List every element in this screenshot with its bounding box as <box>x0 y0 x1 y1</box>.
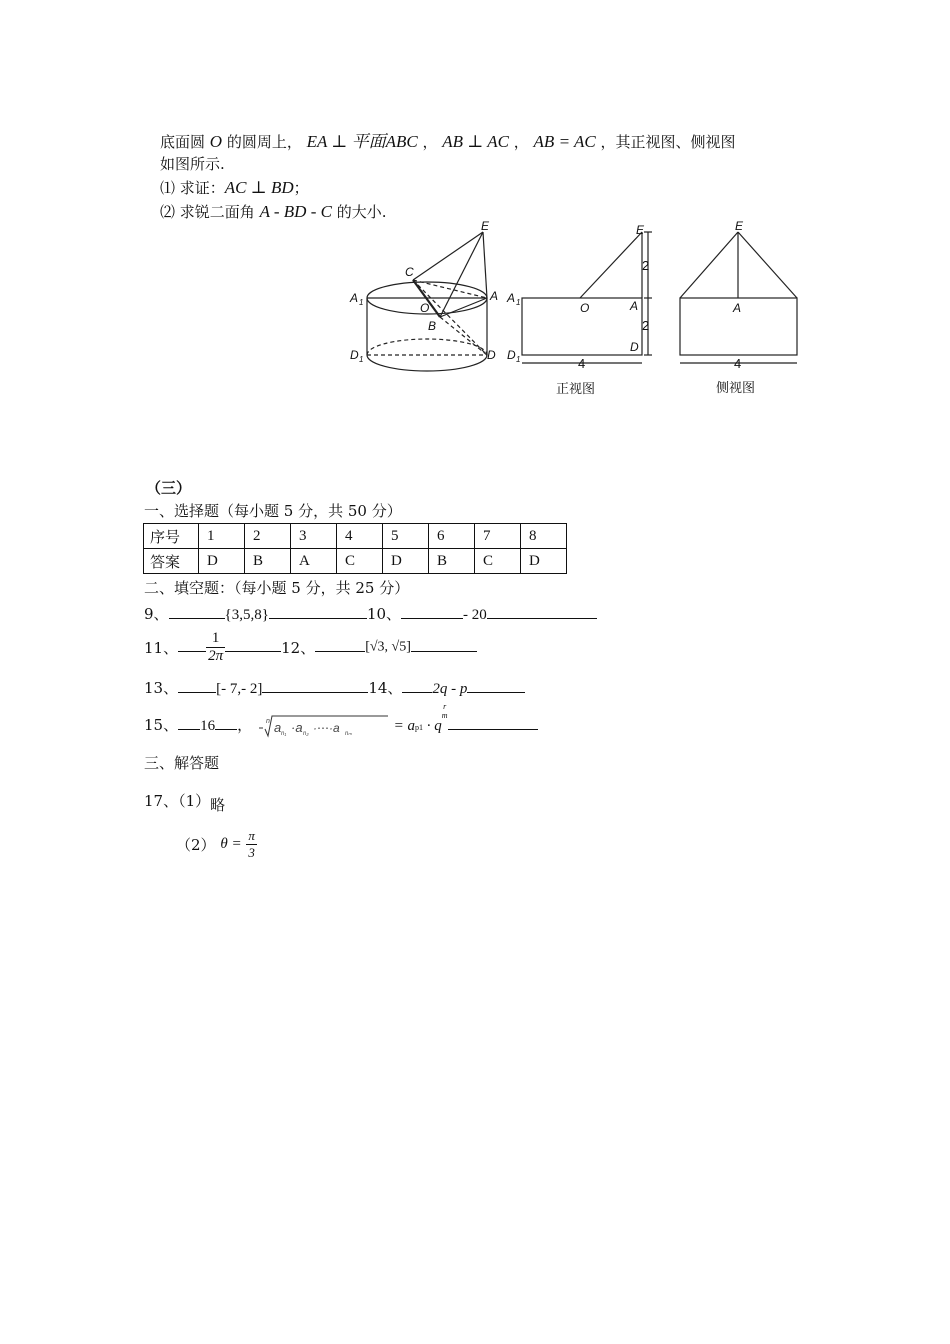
blank <box>487 604 597 619</box>
table-cell: B <box>245 549 291 574</box>
q15-dot-q: · q <box>423 718 442 734</box>
part-3-heading: 三、解答题 <box>144 754 220 772</box>
front-view-e-o <box>580 232 642 298</box>
math-cond-1: EA ⊥ 平面ABC <box>306 132 418 151</box>
table-cell: A <box>291 549 337 574</box>
blank <box>402 678 432 693</box>
q17-2-fraction <box>246 828 257 861</box>
side-view-e-left <box>680 232 738 298</box>
table-cell: 6 <box>429 524 475 549</box>
problem-line-1 <box>160 127 736 152</box>
blank <box>411 637 477 652</box>
q9-label: 9、 <box>144 605 169 623</box>
front-label-a1: A <box>507 291 516 305</box>
table-cell: 4 <box>337 524 383 549</box>
svg-text:n₂: n₂ <box>302 731 309 737</box>
text: 底面圆 <box>160 133 206 151</box>
blank <box>178 637 206 652</box>
table-cell: B <box>429 549 475 574</box>
blank <box>178 678 216 693</box>
q2-expr: A - BD - C <box>259 202 332 221</box>
front-label-d1-sub: 1 <box>516 355 521 364</box>
fill-line-11-12 <box>144 630 477 665</box>
q1-expr: AC ⊥ BD <box>224 178 294 197</box>
table-row <box>144 524 567 549</box>
front-label-a1-sub: 1 <box>516 298 521 307</box>
table-head-answer: 答案 <box>144 549 199 574</box>
q15-sub: p1 <box>415 723 424 732</box>
label-d1-sub: 1 <box>359 355 364 364</box>
cylinder-bottom-front <box>367 355 487 371</box>
fill-line-15-16 <box>144 702 538 740</box>
text: ，其正视图、侧视图 <box>600 133 736 151</box>
q17-line-1 <box>144 790 226 814</box>
svg-text:n₁: n₁ <box>280 731 287 737</box>
q17-line-2 <box>176 828 257 861</box>
part-1-heading: 一、选择题（每小题 5 分，共 50 分） <box>144 502 402 520</box>
label-c: C <box>405 265 414 279</box>
front-label-e: E <box>636 223 645 237</box>
math-cond-2: AB ⊥ AC <box>442 132 509 151</box>
side-label-a: A <box>733 301 742 315</box>
blank <box>178 715 200 730</box>
blank <box>262 678 368 693</box>
q9-answer: {3,5,8} <box>224 607 269 623</box>
blank <box>269 604 367 619</box>
side-view-caption: 侧视图 <box>716 380 756 395</box>
table-cell: 1 <box>199 524 245 549</box>
label-d: D <box>487 348 496 362</box>
label-b: B <box>428 319 437 333</box>
q17-1-answer: 略 <box>210 796 226 814</box>
q12-answer: [√3, √5] <box>365 639 411 655</box>
q15-exp-num: r <box>443 702 447 711</box>
q17-2-label: （2） <box>176 836 216 854</box>
table-cell: D <box>199 549 245 574</box>
part-2-heading: 二、填空题：（每小题 5 分，共 25 分） <box>144 579 410 597</box>
q1-end: ； <box>293 179 309 197</box>
blank <box>448 715 538 730</box>
q14-label: 14、 <box>368 679 403 697</box>
table-cell: 3 <box>291 524 337 549</box>
table-cell: D <box>521 549 567 574</box>
front-dim-width: 4 <box>578 356 586 371</box>
nth-root-expression <box>257 712 389 740</box>
q2-label: ⑵ 求锐二面角 <box>160 203 255 221</box>
blank <box>215 715 237 730</box>
blank <box>225 637 281 652</box>
edge-e-a <box>483 232 487 298</box>
q14-answer: 2q - p <box>432 681 468 697</box>
side-view-e-right <box>738 232 797 298</box>
q10-label: 10、 <box>366 605 402 623</box>
q11-num: 1 <box>206 630 225 648</box>
label-a: A <box>490 289 499 303</box>
question-1 <box>160 177 309 198</box>
geometry-figure <box>340 220 810 400</box>
svg-text:n: n <box>265 718 270 725</box>
q15-exponent <box>442 702 448 720</box>
edge-b-d <box>440 317 487 355</box>
q11-label: 11、 <box>144 639 179 657</box>
label-o: O <box>420 301 430 315</box>
blank <box>467 678 525 693</box>
table-row <box>144 549 567 574</box>
q17-2-den: 3 <box>248 845 255 860</box>
side-dim-width: 4 <box>734 356 742 371</box>
problem-line-2: 如图所示. <box>160 155 225 173</box>
q13-label: 13、 <box>144 679 179 697</box>
blank <box>315 637 365 652</box>
q11-answer <box>206 630 225 665</box>
front-dim-upper: 2 <box>642 258 650 273</box>
q17-2-num: π <box>248 828 255 843</box>
front-dim-lower: 2 <box>642 318 650 333</box>
q13-answer: [- 7,- 2] <box>216 681 263 697</box>
label-a1: A <box>350 291 359 305</box>
question-2 <box>160 201 387 222</box>
edge-c-d <box>413 280 487 355</box>
math-cond-3: AB = AC <box>533 132 596 151</box>
front-label-o: O <box>580 301 590 315</box>
q11-den: 2π <box>208 648 224 664</box>
fill-line-13-14 <box>144 677 525 698</box>
edge-b-a <box>440 298 487 317</box>
svg-text:·⋯·a: ·⋯·a <box>312 721 340 735</box>
table-cell: C <box>337 549 383 574</box>
blank <box>401 604 463 619</box>
answer-table <box>143 523 567 574</box>
fill-line-9-10 <box>144 603 597 624</box>
q15-exp-den: m <box>441 711 448 720</box>
front-label-d1: D <box>507 348 516 362</box>
text: ， <box>422 133 438 151</box>
svg-text:·a: ·a <box>290 720 303 735</box>
q2-end: 的大小. <box>331 203 387 221</box>
svg-text:nₘ: nₘ <box>344 731 352 737</box>
q15-label: 15、 <box>144 716 179 734</box>
q1-label: ⑴ 求证： <box>160 179 225 197</box>
q10-answer: - 20 <box>463 607 487 623</box>
table-cell: 8 <box>521 524 567 549</box>
table-head-number: 序号 <box>144 524 199 549</box>
edge-e-c <box>413 232 483 280</box>
label-e: E <box>481 220 490 233</box>
side-label-e: E <box>735 220 744 233</box>
label-d1: D <box>350 348 359 362</box>
table-cell: 2 <box>245 524 291 549</box>
q17-label: 17、（1） <box>144 792 211 810</box>
text: ， <box>513 133 529 151</box>
math-O: O <box>209 132 223 151</box>
svg-text:a: a <box>273 720 282 735</box>
cylinder-bottom-back <box>367 339 487 355</box>
section-title: （三） <box>146 479 192 497</box>
label-a1-sub: 1 <box>359 298 364 307</box>
q12-label: 12、 <box>281 639 316 657</box>
table-cell: 7 <box>475 524 521 549</box>
q17-2-theta: θ = <box>220 836 242 852</box>
table-cell: D <box>383 549 429 574</box>
table-cell: C <box>475 549 521 574</box>
table-cell: 5 <box>383 524 429 549</box>
separator: ， <box>237 716 253 734</box>
blank <box>169 604 225 619</box>
edge-e-b <box>440 232 483 317</box>
q15-answer: = a <box>393 718 416 734</box>
front-view-caption: 正视图 <box>556 381 596 396</box>
text: 的圆周上， <box>226 133 302 151</box>
q16-answer: 16 <box>200 718 216 734</box>
front-label-d: D <box>630 340 639 354</box>
front-label-a: A <box>630 299 639 313</box>
